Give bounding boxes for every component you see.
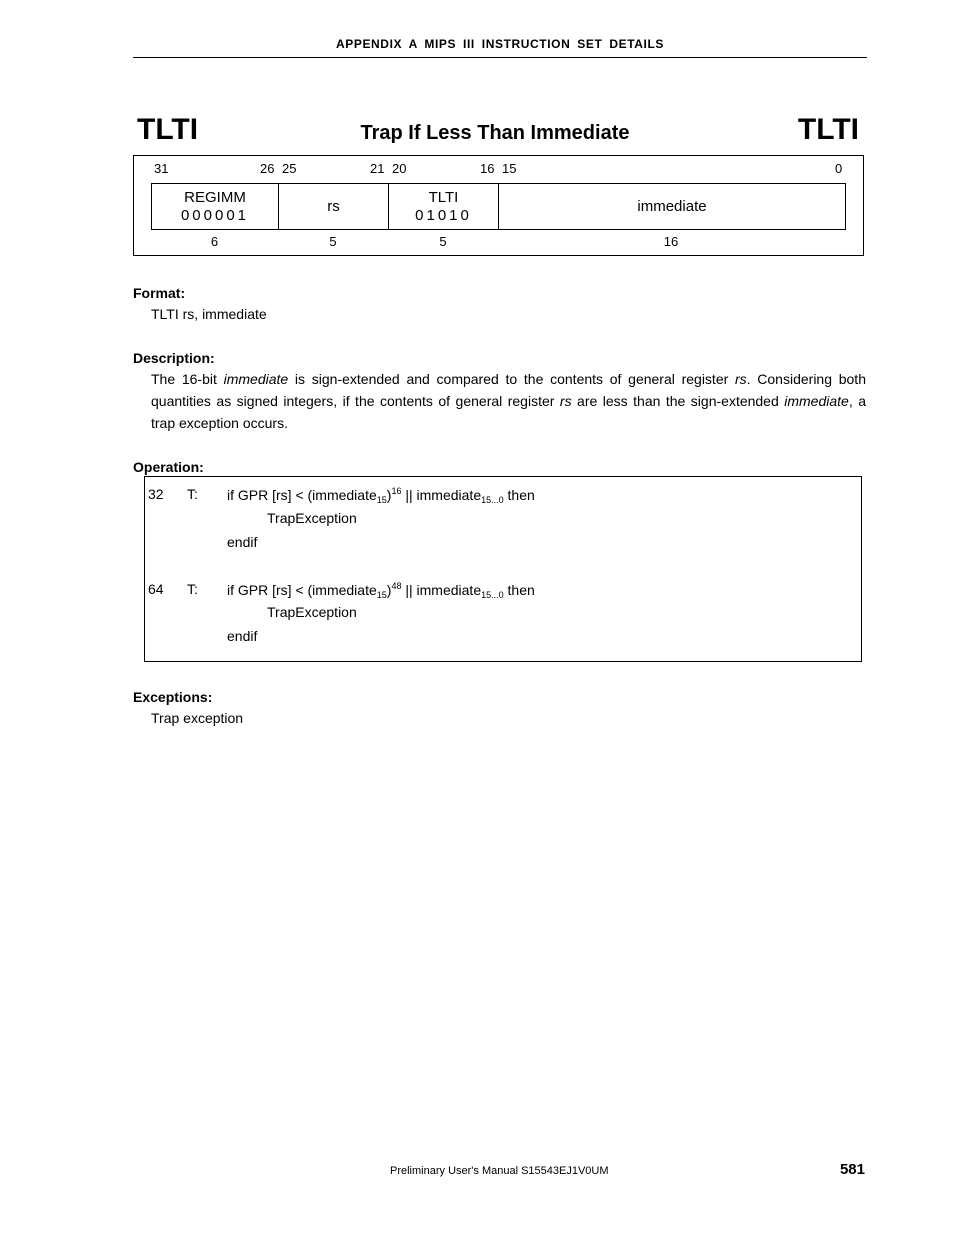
mnemonic-right: TLTI — [797, 113, 859, 146]
op64-sub-a: 15 — [376, 590, 387, 600]
operation-heading: Operation: — [133, 459, 204, 475]
op32-exp: 16 — [391, 486, 402, 496]
op32-sub-b: 15...0 — [481, 495, 504, 505]
mnemonic-left: TLTI — [137, 113, 199, 146]
description-heading: Description: — [133, 350, 215, 366]
op64-bits: 64 — [148, 581, 164, 597]
op32-stage: T: — [187, 486, 198, 502]
desc-text-1: The 16-bit — [151, 371, 224, 387]
op32-action: TrapException — [267, 510, 357, 526]
op32-cond-a: if GPR [rs] < (immediate — [227, 487, 377, 503]
desc-text-3: . Considering both quantities as signed integers, if the contents of general register — [151, 371, 866, 409]
op64-sub-b: 15...0 — [481, 590, 504, 600]
instruction-title: Trap If Less Than Immediate — [360, 122, 630, 144]
bit-position-15: 15 — [502, 161, 517, 176]
bit-position-20: 20 — [392, 161, 407, 176]
op32-cond-c: then — [503, 487, 535, 503]
op32-condition — [227, 486, 535, 505]
op64-exp: 48 — [391, 581, 402, 591]
field-width-immediate: 16 — [663, 234, 679, 249]
op64-cond-a: if GPR [rs] < (immediate — [227, 582, 377, 598]
op32-cond-b: || immediate — [401, 487, 482, 503]
field-width-function: 5 — [439, 234, 447, 249]
bit-position-16: 16 — [480, 161, 495, 176]
description-text — [151, 368, 866, 434]
field-width-opcode: 6 — [210, 234, 219, 249]
format-syntax: TLTI rs, immediate — [151, 306, 267, 322]
field-function-name: TLTI — [428, 188, 459, 206]
field-immediate — [499, 184, 845, 229]
running-header: APPENDIX A MIPS III INSTRUCTION SET DETAILS — [335, 37, 665, 51]
op64-stage: T: — [187, 581, 198, 597]
field-immediate-name: immediate — [637, 197, 707, 215]
desc-text-2: is sign-extended and compared to the contents of general register — [288, 371, 735, 387]
field-function-code: 01010 — [415, 206, 472, 224]
field-opcode-name: REGIMM — [184, 188, 246, 206]
field-rs-name: rs — [327, 197, 340, 215]
page-number: 581 — [839, 1161, 865, 1178]
bit-position-31: 31 — [154, 161, 169, 176]
field-width-rs: 5 — [329, 234, 337, 249]
op32-close: ) — [386, 487, 392, 503]
op32-sub-a: 15 — [376, 495, 387, 505]
op64-end: endif — [227, 628, 258, 644]
bit-position-26: 26 — [260, 161, 275, 176]
encoding-fields — [151, 183, 846, 230]
desc-text-5: , a trap exception occurs. — [151, 393, 866, 431]
field-rs — [279, 184, 389, 229]
desc-term-immediate: immediate — [223, 371, 289, 387]
exceptions-text: Trap exception — [151, 710, 244, 726]
bit-position-21: 21 — [370, 161, 385, 176]
op64-action: TrapException — [267, 604, 357, 620]
field-opcode — [152, 184, 279, 229]
op64-cond-c: then — [503, 582, 535, 598]
op32-bits: 32 — [148, 486, 164, 502]
op64-close: ) — [386, 582, 392, 598]
exceptions-heading: Exceptions: — [133, 689, 213, 705]
header-rule — [133, 57, 867, 58]
desc-term-rs-2: rs — [559, 393, 572, 409]
format-heading: Format: — [133, 285, 186, 301]
op64-cond-b: || immediate — [401, 582, 482, 598]
bit-position-25: 25 — [282, 161, 297, 176]
field-opcode-code: 000001 — [180, 206, 250, 224]
bit-position-0: 0 — [835, 161, 843, 176]
field-function — [389, 184, 499, 229]
op32-end: endif — [227, 534, 258, 550]
desc-term-immediate-2: immediate — [784, 393, 849, 409]
desc-text-4: are less than the sign-extended — [571, 393, 785, 409]
op64-condition — [227, 581, 535, 600]
desc-term-rs: rs — [735, 371, 747, 387]
footer-text: Preliminary User's Manual S15543EJ1V0UM — [390, 1165, 609, 1177]
